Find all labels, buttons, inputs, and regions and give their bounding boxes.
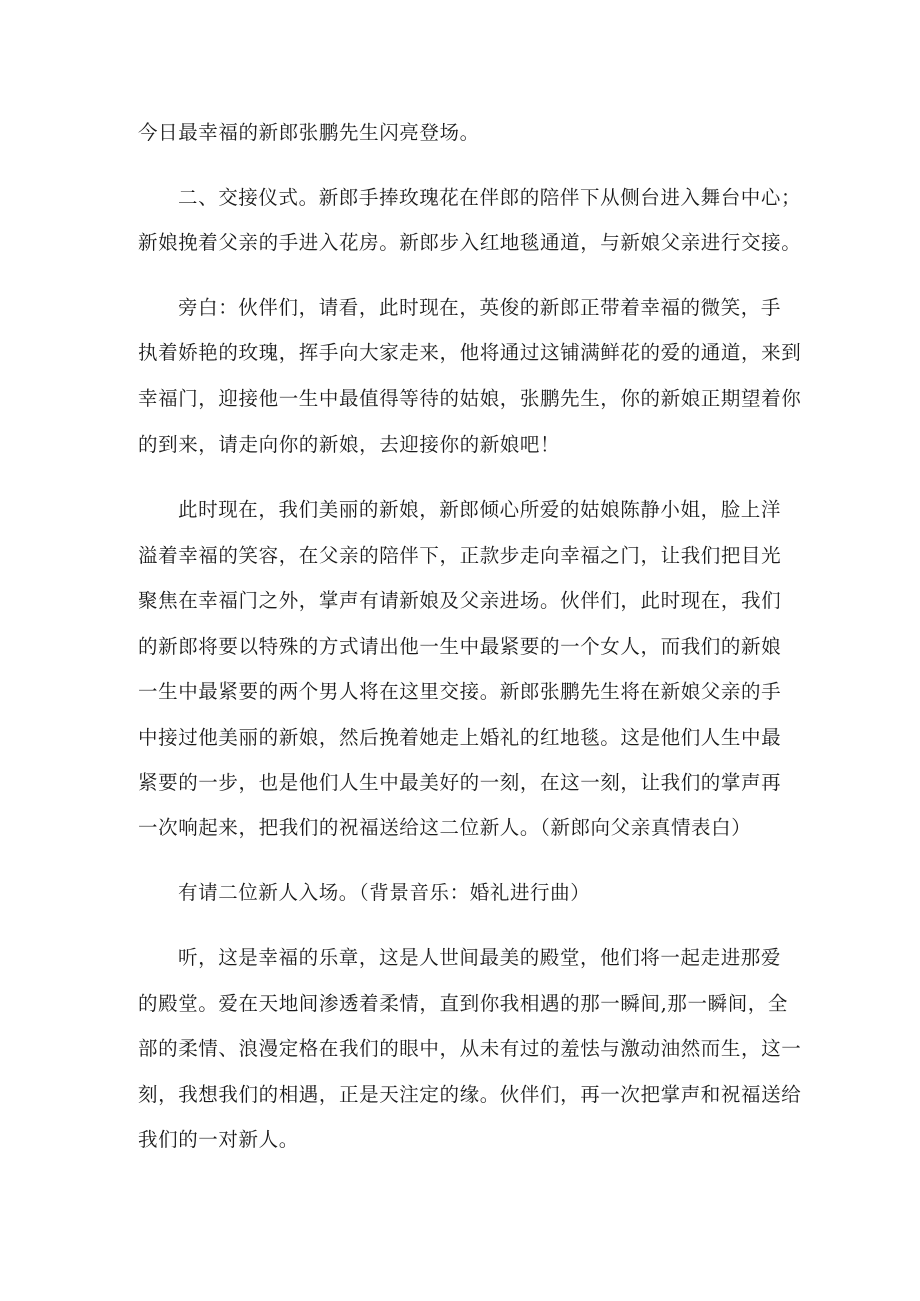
paragraph-4-line-2: 溢着幸福的笑容，在父亲的陪伴下，正款步走向幸福之门，让我们把目光: [138, 544, 782, 567]
paragraph-2-line-2: 新娘挽着父亲的手进入花房。新郎步入红地毯通道，与新娘父亲进行交接。: [138, 231, 802, 254]
paragraph-2-line-1: 二、交接仪式。新郎手捧玫瑰花在伴郎的陪伴下从侧台进入舞台中心；: [178, 186, 802, 209]
paragraph-4-line-6: 中接过他美丽的新娘，然后挽着她走上婚礼的红地毯。这是他们人生中最: [138, 726, 782, 749]
paragraph-4-line-4: 的新郎将要以特殊的方式请出他一生中最紧要的一个女人，而我们的新娘: [138, 635, 782, 658]
paragraph-4-line-1: 此时现在，我们美丽的新娘，新郎倾心所爱的姑娘陈静小姐，脸上洋: [178, 498, 782, 521]
paragraph-6-line-3: 部的柔情、浪漫定格在我们的眼中，从未有过的羞怯与激动油然而生，这一: [138, 1037, 802, 1060]
paragraph-4-line-5: 一生中最紧要的两个男人将在这里交接。新郎张鹏先生将在新娘父亲的手: [138, 680, 782, 703]
paragraph-1-line-1: 今日最幸福的新郎张鹏先生闪亮登场。: [138, 121, 480, 144]
paragraph-3-line-1: 旁白：伙伴们，请看，此时现在，英俊的新郎正带着幸福的微笑，手: [178, 296, 782, 319]
paragraph-3-line-4: 的到来，请走向你的新娘，去迎接你的新娘吧！: [138, 433, 561, 456]
paragraph-3-line-3: 幸福门，迎接他一生中最值得等待的姑娘，张鹏先生，你的新娘正期望着你: [138, 387, 802, 410]
paragraph-6-line-2: 的殿堂。爱在天地间渗透着柔情，直到你我相遇的那一瞬间,那一瞬间，全: [138, 992, 788, 1015]
paragraph-5-line-1: 有请二位新人入场。（背景音乐：婚礼进行曲）: [178, 881, 591, 904]
paragraph-6-line-1: 听，这是幸福的乐章，这是人世间最美的殿堂，他们将一起走进那爱: [178, 946, 782, 969]
paragraph-4-line-3: 聚焦在幸福门之外，掌声有请新娘及父亲进场。伙伴们，此时现在，我们: [138, 589, 782, 612]
paragraph-6-line-5: 我们的一对新人。: [138, 1128, 299, 1151]
paragraph-4-line-7: 紧要的一步，也是他们人生中最美好的一刻，在这一刻，让我们的掌声再: [138, 771, 782, 794]
paragraph-4-line-8: 一次响起来，把我们的祝福送给这二位新人。（新郎向父亲真情表白）: [138, 816, 752, 839]
paragraph-6-line-4: 刻，我想我们的相遇，正是天注定的缘。伙伴们，再一次把掌声和祝福送给: [138, 1083, 802, 1106]
paragraph-3-line-2: 执着娇艳的玫瑰，挥手向大家走来，他将通过这铺满鲜花的爱的通道，来到: [138, 341, 802, 364]
